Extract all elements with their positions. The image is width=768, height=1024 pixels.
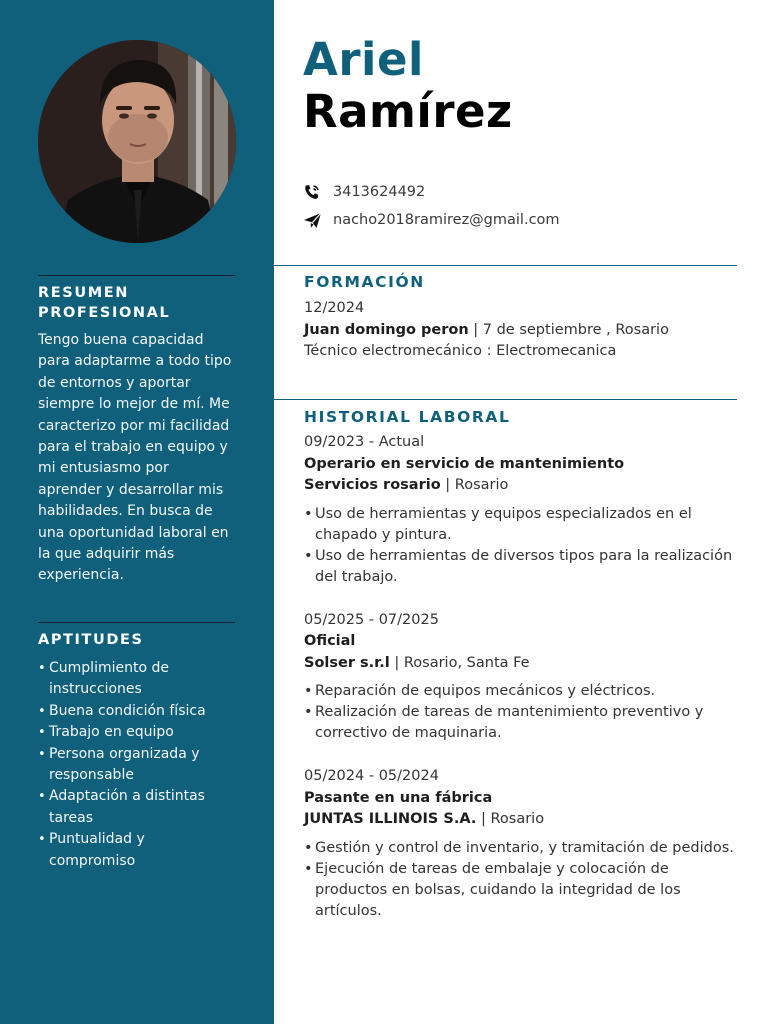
job-company: JUNTAS ILLINOIS S.A. — [304, 811, 477, 827]
skills-heading: APTITUDES — [38, 632, 144, 648]
last-name: Ramírez — [303, 85, 513, 138]
job-bullet-text: Gestión y control de inventario, y tramitación de pedidos. — [315, 839, 734, 856]
bullet-dot: • — [38, 703, 46, 719]
job-bullets — [304, 838, 734, 922]
skill-label: Buena condición física — [49, 702, 206, 719]
first-name: Ariel — [303, 33, 424, 86]
summary-heading-line2: PROFESIONAL — [38, 305, 171, 321]
work-heading: HISTORIAL LABORAL — [304, 408, 511, 426]
job-bullet — [304, 702, 734, 744]
phone-row — [303, 181, 425, 203]
phone-link[interactable]: 3413624492 — [333, 184, 426, 200]
skill-item — [38, 658, 235, 701]
job-bullet — [304, 681, 734, 702]
skill-item — [38, 722, 235, 743]
bullet-dot: • — [38, 832, 46, 848]
education-section — [304, 272, 734, 363]
bullet-dot: • — [304, 505, 313, 522]
skill-label: Trabajo en equipo — [49, 724, 174, 741]
job-dates: 05/2024 - 05/2024 — [304, 768, 439, 784]
job-entry — [304, 610, 734, 745]
summary-heading-line1: RESUMEN — [38, 285, 129, 301]
summary-divider — [38, 275, 235, 276]
skills-section — [38, 622, 235, 872]
work-divider — [274, 399, 737, 400]
job-bullet-text: Reparación de equipos mecánicos y eléctricos. — [315, 683, 656, 699]
job-company: Solser s.r.l — [304, 654, 390, 671]
education-degree: Técnico electromecánico : Electromecanica — [304, 343, 617, 359]
job-bullet — [304, 838, 734, 859]
job-company-line — [304, 475, 734, 497]
work-section — [304, 407, 734, 922]
skill-item — [38, 829, 235, 872]
bullet-dot: • — [38, 746, 46, 762]
job-entry — [304, 766, 734, 922]
job-bullet-text: Realización de tareas de mantenimiento preventivo y correctivo de maquinaria. — [315, 704, 704, 741]
skill-label: Adaptación a distintas tareas — [49, 788, 205, 826]
skills-list — [38, 658, 235, 872]
job-bullet-text: Uso de herramientas de diversos tipos para la realización del trabajo. — [315, 547, 733, 585]
bullet-dot: • — [304, 704, 313, 720]
job-company: Servicios rosario — [304, 477, 441, 493]
job-dates: 05/2025 - 07/2025 — [304, 611, 439, 628]
education-heading: FORMACIÓN — [304, 273, 425, 291]
summary-section — [38, 275, 235, 587]
education-school-line — [304, 320, 734, 342]
skill-label: Persona organizada y responsable — [49, 745, 200, 784]
education-location: | 7 de septiembre , Rosario — [473, 321, 669, 338]
job-title: Oficial — [304, 633, 356, 649]
summary-text: Tengo buena capacidad para adaptarme a todo tipo de entornos y aportar siempre lo mejor de mí. Me caracterizo por mi facilidad para el trabajo en equipo y mi entusiasmo por aprender y desarrollar mis habilidades. En busca de una oportunidad laboral en la que adquirir más experiencia. — [38, 332, 232, 584]
job-location: | Rosario — [480, 811, 545, 827]
skill-label: Puntualidad y compromiso — [49, 831, 145, 869]
job-bullet-text: Ejecución de tareas de embalaje y colocación de productos en bolsas, cuidando la integridad de los artículos. — [315, 860, 681, 919]
phone-icon — [303, 183, 323, 201]
job-bullets — [304, 681, 734, 744]
job-bullet — [304, 504, 734, 546]
bullet-dot: • — [304, 860, 313, 877]
education-school: Juan domingo peron — [304, 321, 469, 338]
education-divider — [274, 265, 737, 266]
job-bullets — [304, 504, 734, 588]
bullet-dot: • — [304, 547, 313, 564]
skills-divider — [38, 622, 235, 623]
skill-label: Cumplimiento de instrucciones — [49, 660, 169, 698]
bullet-dot: • — [38, 661, 46, 676]
paper-plane-icon — [303, 211, 323, 229]
summary-heading — [38, 283, 235, 323]
education-date: 12/2024 — [304, 300, 365, 316]
bullet-dot: • — [38, 725, 46, 741]
skill-item — [38, 786, 235, 829]
job-bullet-text: Uso de herramientas y equipos especializados en el chapado y pintura. — [315, 505, 692, 543]
job-location: | Rosario, Santa Fe — [394, 654, 530, 671]
profile-photo — [38, 40, 236, 243]
bullet-dot: • — [38, 789, 46, 805]
job-company-line — [304, 809, 734, 831]
job-dates: 09/2023 - Actual — [304, 434, 425, 450]
job-title: Operario en servicio de mantenimiento — [304, 455, 625, 472]
bullet-dot: • — [304, 839, 313, 856]
job-list — [304, 432, 734, 922]
job-title: Pasante en una fábrica — [304, 789, 493, 806]
job-location: | Rosario — [445, 477, 509, 493]
skill-item — [38, 744, 235, 787]
skill-item — [38, 701, 235, 722]
job-bullet — [304, 859, 734, 922]
email-row — [303, 209, 560, 231]
job-entry — [304, 432, 734, 588]
sidebar — [0, 0, 274, 1024]
job-company-line — [304, 653, 734, 675]
job-bullet — [304, 546, 734, 588]
email-link[interactable]: nacho2018ramirez@gmail.com — [333, 212, 560, 228]
bullet-dot: • — [304, 683, 313, 699]
